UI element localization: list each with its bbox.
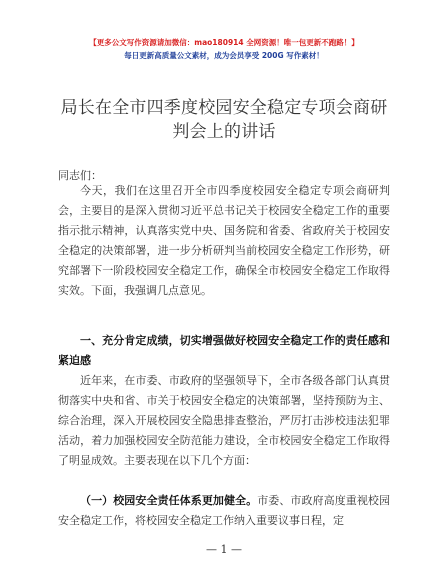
promo-banner-line2: 每日更新高质量公文素材，成为会员享受 200G 写作素材！ [124, 51, 324, 60]
document-title: 局长在全市四季度校园安全稳定专项会商研判会上的讲话 [60, 98, 388, 142]
paragraph-intro: 今天，我们在这里召开全市四季度校园安全稳定专项会商研判会，主要目的是深入贯彻习近平总书记关于校园安全稳定工作的重要指示批示精神，认真落实党中央、国务院和省委、省政府关于校园安全稳定的决策部署，进一步分析研判当前校园安全稳定工作形势，研究部署下一阶段校园安全稳定工作，确保全市校园安全稳定工作取得实效。下面，我强调几点意见。 [58, 184, 390, 297]
promo-banner-line1: 【更多公文写作资源请加微信：mao180914 全网资源！唯一包更新不跑路！】 [89, 38, 359, 47]
page-number: — 1 — [206, 543, 242, 556]
section-heading-1: 一、充分肯定成绩，切实增强做好校园安全稳定工作的责任感和紧迫感 [58, 334, 390, 367]
paragraph-achievements: 近年来，在市委、市政府的坚强领导下，全市各级各部门认真贯彻落实中央和省、市关于校园安全稳定的决策部署，坚持预防为主、综合治理，深入开展校园安全隐患排查整治，严厉打击涉校违法犯罪活动，着力加强校园安全防范能力建设，全市校园安全稳定工作取得了明显成效。主要表现在以下几个方面： [58, 374, 390, 467]
paragraph-responsibility-text: 市委、市政府高度重视校园安全稳定工作，将校园安全稳定工作纳入重要议事日程，定 [58, 494, 391, 527]
greeting: 同志们： [58, 169, 102, 182]
paragraph-responsibility [58, 491, 390, 531]
subheading-1: （一）校园安全责任体系更加健全。 [80, 494, 258, 507]
